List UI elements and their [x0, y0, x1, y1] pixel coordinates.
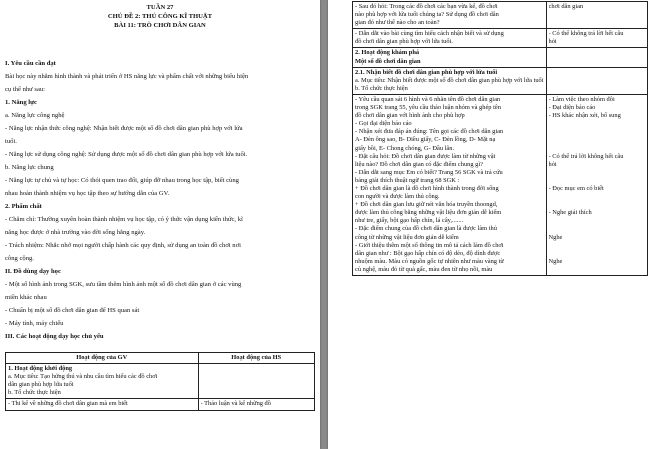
gv-cell — [353, 2, 547, 29]
table-cell-line: - Gọi đại diện báo cáo — [355, 120, 412, 128]
table-cell-line: A- Đèn ông sao, B- Diều giấy, C- Đèn lồng, D- Mặt nạ — [355, 136, 496, 144]
table-row — [353, 67, 648, 94]
gv-cell — [353, 48, 547, 67]
table-row — [353, 2, 648, 29]
topic-heading: CHỦ ĐỀ 2: THỦ CÔNG KĨ THUẬT — [107, 13, 213, 20]
body-line: - Trách nhiệm: Nhắc nhở mọi người chấp hành các quy định, sử dụng an toàn đồ chơi nơi — [5, 242, 241, 249]
body-line: I. Yêu cầu cần đạt — [5, 60, 56, 67]
page-left-content — [0, 0, 320, 449]
table-cell-line: - Nhận xét đưa đáp án đúng: Tên gọi các đồ chơi dân gian — [355, 128, 504, 136]
body-line: - Năng lực tự chủ và tự học: Có thói quen trao đổi, giúp đỡ nhau trong học tập, biết cùng — [5, 177, 239, 184]
table-cell-line: - Sau đó hỏi: Trong các đồ chơi các bạn vừa kể, đồ chơi — [355, 3, 498, 10]
hs-cell — [546, 67, 647, 94]
table-row — [6, 364, 315, 399]
hs-cell — [198, 364, 314, 399]
table-cell-line: gian đó như thế nào cho an toàn? — [355, 19, 440, 27]
table-cell-line: đồ chơi dân gian phù hợp với lứa tuổi. — [355, 38, 453, 46]
table-cell-line: - Nghe giải thích — [548, 209, 592, 217]
table-header-row — [6, 353, 315, 364]
table-cell-line: được làm thủ công bằng những vật liệu đơn giản dễ kiếm — [355, 209, 502, 217]
table-cell-line: Một số đồ chơi dân gian — [355, 57, 421, 65]
table-cell-line — [549, 120, 645, 128]
table-cell-line: 2. Hoạt động khám phá — [355, 49, 420, 57]
table-row — [353, 48, 648, 67]
body-line: nhau hoàn thành nhiệm vụ học tập theo sự hướng dẫn của GV. — [5, 190, 170, 197]
body-line: - Năng lực sử dụng công nghệ: Sử dụng được một số đồ chơi dân gian phù hợp với lứa tuổi. — [5, 151, 248, 158]
table-cell-line: 2.1. Nhận biết đồ chơi dân gian phù hợp với lứa tuổi — [355, 68, 498, 76]
hs-cell — [546, 2, 647, 29]
table-cell-line: hỏi — [548, 160, 557, 168]
body-line: III. Các hoạt động dạy học chủ yếu — [5, 333, 104, 340]
table-cell-line: dân gian phù hợp lứa tuổi — [8, 381, 74, 389]
table-row — [353, 94, 648, 275]
table-row — [353, 29, 648, 48]
table-cell-line: - Đại diện báo cáo — [548, 104, 596, 112]
body-line: a. Năng lực công nghệ — [5, 112, 65, 119]
table-cell-line: Nghe — [548, 257, 563, 265]
table-cell-line — [549, 128, 645, 136]
body-line: - Một số hình ảnh trong SGK, sưu tầm thêm hình ảnh một số đồ chơi dân gian ở các vùng — [5, 281, 242, 288]
body-line: cụ thể như sau: — [5, 86, 46, 93]
table-cell-line: - Dẫn dắt vào bài cùng tìm hiểu cách nhận biết và sử dụng — [355, 30, 504, 38]
gv-cell — [353, 94, 547, 275]
body-line: 2. Phẩm chất — [5, 203, 42, 210]
lesson-title: BÀI 11: TRÒ CHƠI DÂN GIAN — [114, 22, 206, 29]
table-cell-line: + Đồ chơi dân gian lưu giữ nét văn hóa truyền thoongd, — [355, 201, 498, 209]
gv-cell — [6, 399, 199, 410]
table-header: Hoạt động của HS — [198, 353, 314, 364]
table-cell-line — [549, 242, 645, 250]
table-cell-line — [549, 201, 645, 209]
table-header: Hoạt động của GV — [6, 353, 199, 364]
table-row — [6, 399, 315, 410]
activity-table-left — [5, 352, 315, 411]
table-cell-line — [549, 217, 645, 225]
table-cell-line: 1. Hoạt động khởi động — [8, 365, 73, 373]
table-cell-line: - Yêu cầu quan sát 6 hình và 6 nhãn tên đồ chơi dân gian — [355, 95, 501, 103]
body-line: Bài học này nhằm hình thành và phát triển ở HS năng lực và phẩm chất với những biểu hiện — [5, 73, 249, 80]
body-line: - Máy tính, máy chiếu — [5, 320, 64, 327]
body-line: 1. Năng lực — [5, 99, 37, 106]
hs-cell — [546, 94, 647, 275]
table-cell-line: như tre, giấy, bột gạo hấp chín, lá cây,....... — [355, 217, 464, 225]
gv-cell — [6, 364, 199, 399]
table-cell-line: - HS khác nhận xét, bổ sung — [548, 112, 621, 120]
table-cell-line: củ nghệ, màu đỏ từ quả gấc, màu đen từ nhọ nồi, màu — [355, 265, 493, 273]
body-line: - Chuẩn bị một số đồ chơi dân gian để HS quan sát — [5, 307, 140, 314]
body-line: tuổi. — [5, 138, 17, 145]
table-cell-line: dân gian như : Bột gạo hấp chín có độ dẻo, độ dính được — [355, 249, 501, 257]
table-cell-line: - Có thể trả lời không hết câu — [548, 152, 624, 160]
body-line: II. Đồ dùng dạy học — [5, 268, 61, 275]
table-cell-line: a. Mục tiêu: Tạo hứng thú và nhu cầu tìm hiểu các đồ chơi — [8, 373, 158, 381]
table-cell-line — [549, 136, 645, 144]
body-line: công cộng. — [5, 255, 34, 262]
table-cell-line: Nghe — [548, 233, 563, 241]
table-cell-line: - Đặt câu hỏi: Đồ chơi dân gian được làm từ những vật — [355, 152, 496, 160]
body-line: miền khác nhau — [5, 294, 47, 301]
table-cell-line: công từ những vật liệu đơn giản dễ kiếm — [355, 233, 459, 241]
table-cell-line: + Đồ chơi dân gian là đồ chơi hình thành trong đời sống — [355, 184, 499, 192]
table-cell-line — [549, 169, 645, 177]
table-cell-line: - Đặc điểm chung của đồ chơi dân gian là được làm thủ — [355, 225, 497, 233]
table-cell-line: a. Mục tiêu: Nhận biết được một số đồ chơi dân gian phù hợp với lứa tuổi — [355, 76, 544, 84]
activity-table-right — [352, 1, 648, 276]
table-cell-line: - Thảo luận và kể những đồ — [200, 400, 271, 408]
table-cell-line — [549, 145, 645, 153]
table-cell-line: nào phù hợp với lứa tuổi chúng ta? Sử dụng đồ chơi dân — [355, 11, 499, 19]
body-line: - Chăm chỉ: Thường xuyên hoàn thành nhiệm vụ học tập, có ý thức vận dụng kiến thức, kĩ — [5, 216, 243, 223]
table-cell-line: trong SGK trang 55, yêu cầu thảo luận nhóm và ghép tên — [355, 104, 501, 112]
table-cell-line: - Dẫn dắt sang mục Em có biết? Trang 56 SGK và trả cứu — [355, 168, 503, 176]
table-cell-line: nhuộm màu. Màu có nguồn gốc tự nhiên như màu vàng từ — [355, 257, 504, 265]
table-cell-line: b. Tổ chức thực hiện — [355, 84, 408, 92]
table-cell-line: giấy bồi, E- Chong chóng, G- Đầu lân. — [355, 144, 455, 152]
document-page-right — [328, 0, 650, 449]
table-cell-line — [549, 225, 645, 233]
table-cell-line: b. Tổ chức thực hiện — [8, 389, 61, 397]
body-line: - Năng lực nhận thức công nghệ: Nhận biết được một số đồ chơi dân gian phù hợp với lứa — [5, 125, 243, 132]
table-cell-line — [549, 250, 645, 258]
table-cell-line: liệu nào? Đồ chơi dân gian có đặc điểm chung gì? — [355, 160, 483, 168]
table-cell-line: con người và được làm thủ công. — [355, 193, 440, 201]
hs-cell — [198, 399, 314, 410]
table-cell-line: - Đọc mục em có biết — [548, 184, 604, 192]
table-cell-line: hỏi — [548, 38, 557, 46]
table-cell-line: chơi dân gian — [548, 3, 584, 10]
table-cell-line: bảng giải thích thuật ngữ trang 68 SGK : — [355, 176, 460, 184]
table-cell-line — [549, 177, 645, 185]
document-page-left — [0, 0, 320, 449]
gv-cell — [353, 29, 547, 48]
table-cell-line: - Giới thiệu thêm một số thông tin mô tả cách làm đồ chơi — [355, 241, 504, 249]
gv-cell — [353, 67, 547, 94]
hs-cell — [546, 48, 647, 67]
table-cell-line: đồ chơi dân gian với hình ảnh cho phù hợp — [355, 112, 465, 120]
table-cell-line: - Thi kể về những đồ chơi dân gian mà em biết — [8, 400, 128, 408]
body-line: năng học được ở nhà trường vào đời sống hằng ngày. — [5, 229, 146, 236]
table-cell-line — [549, 193, 645, 201]
body-line: b. Năng lực chung — [5, 164, 54, 171]
hs-cell — [546, 29, 647, 48]
table-cell-line: - Làm việc theo nhóm đôi — [548, 95, 615, 103]
week-heading: TUẦN 27 — [146, 4, 174, 11]
table-cell-line: - Có thể không trả lời hết câu — [548, 30, 624, 38]
